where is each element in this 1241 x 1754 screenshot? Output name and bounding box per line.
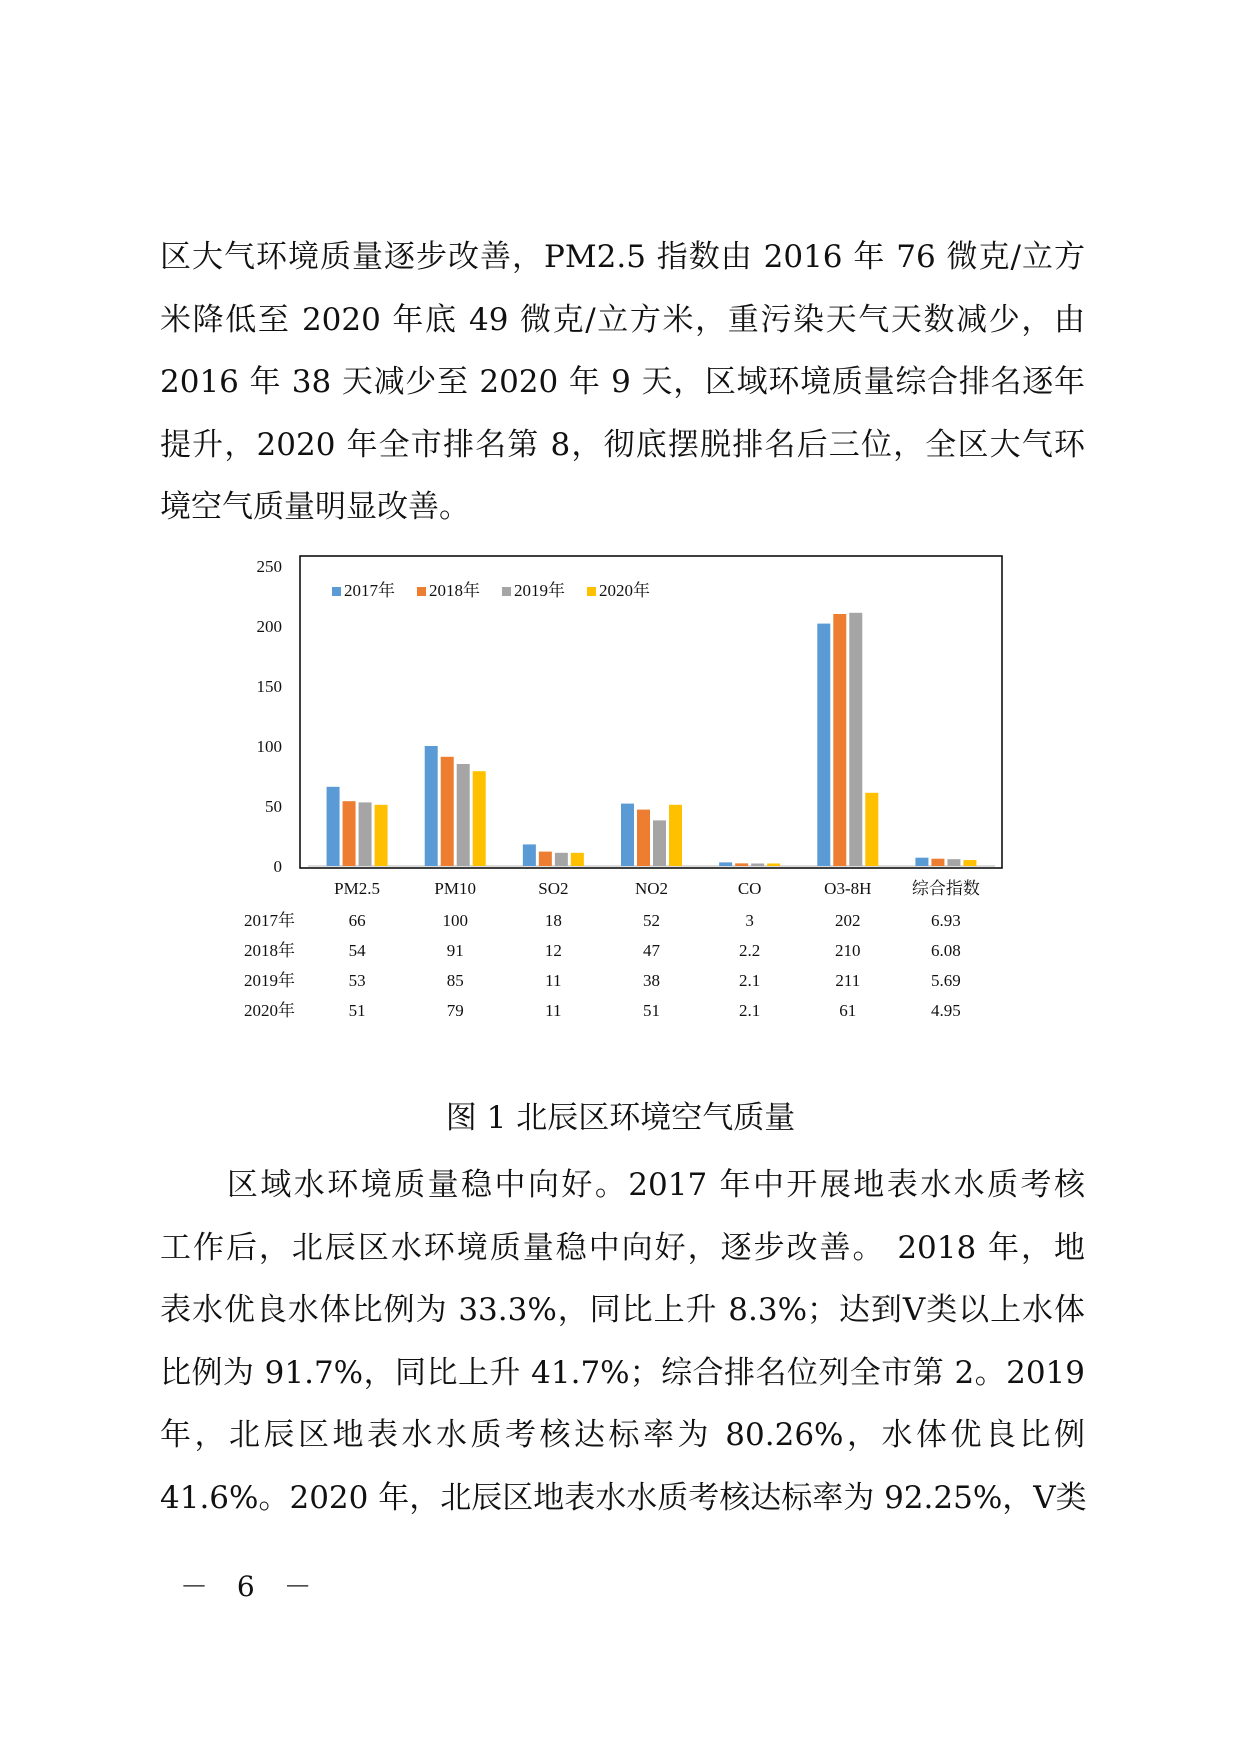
- bar-SO2-2018年: [539, 852, 552, 866]
- paragraph-water-quality: [160, 1154, 1085, 1529]
- table-value: 61: [839, 1001, 857, 1020]
- table-value: 6.93: [931, 911, 961, 930]
- table-value: 18: [544, 911, 562, 930]
- bar-NO2-2017年: [621, 804, 634, 866]
- table-value: 5.69: [931, 971, 961, 990]
- y-tick-label: 100: [256, 737, 282, 756]
- bar-NO2-2019年: [653, 820, 666, 866]
- table-value: 91: [446, 941, 464, 960]
- bar-综合指数-2018年: [931, 859, 944, 866]
- table-value: 51: [643, 1001, 660, 1020]
- y-tick-label: 200: [256, 617, 282, 636]
- bar-O3-8H-2018年: [833, 614, 846, 866]
- table-value: 11: [545, 1001, 562, 1020]
- paragraph-line: 境空气质量明显改善。: [160, 489, 470, 525]
- category-label: O3-8H: [824, 879, 872, 898]
- paragraph-line: 比例为 91.7%，同比上升 41.7%；综合排名位列全市第 2。2019: [160, 1354, 1085, 1391]
- table-value: 79: [446, 1001, 464, 1020]
- bar-CO-2019年: [751, 863, 764, 866]
- category-label: CO: [737, 879, 762, 898]
- bar-PM10-2018年: [441, 757, 454, 866]
- paragraph-line: 41.6%。2020 年，北辰区地表水水质考核达标率为 92.25%，Ⅴ类: [160, 1479, 1087, 1516]
- chart-svg: [240, 552, 1020, 1082]
- bar-O3-8H-2017年: [817, 624, 830, 866]
- category-label: NO2: [634, 879, 669, 898]
- table-value: 38: [643, 971, 660, 990]
- legend-label: 2018年: [429, 581, 480, 600]
- table-value: 210: [835, 941, 861, 960]
- paragraph-line: 米降低至 2020 年底 49 微克/立方米，重污染天气天数减少，由: [160, 301, 1085, 338]
- table-row-label: 2020年: [244, 1001, 295, 1020]
- table-value: 12: [544, 941, 562, 960]
- bar-SO2-2017年: [523, 844, 536, 866]
- paragraph-air-quality: [160, 226, 1085, 539]
- legend-label: 2017年: [344, 581, 395, 600]
- bar-PM2.5-2020年: [375, 805, 388, 866]
- air-quality-chart: [240, 552, 1020, 1082]
- table-value: 2.1: [739, 971, 761, 990]
- plot-frame: [300, 556, 1002, 868]
- paragraph-line: 表水优良水体比例为 33.3%，同比上升 8.3%；达到Ⅴ类以上水体: [160, 1292, 1085, 1328]
- bar-PM10-2020年: [473, 771, 486, 866]
- table-row-label: 2018年: [244, 941, 295, 960]
- bar-NO2-2020年: [669, 805, 682, 866]
- table-value: 66: [348, 911, 366, 930]
- paragraph-line: 提升，2020 年全市排名第 8，彻底摆脱排名后三位，全区大气环: [160, 426, 1085, 463]
- bar-CO-2017年: [719, 862, 732, 866]
- paragraph-line: 区大气环境质量逐步改善，PM2.5 指数由 2016 年 76 微克/立方: [160, 239, 1085, 275]
- table-row-label: 2017年: [244, 911, 295, 930]
- bar-PM10-2017年: [425, 746, 438, 866]
- table-value: 202: [835, 911, 861, 930]
- paragraph-line: 工作后，北辰区水环境质量稳中向好，逐步改善。 2018 年，地: [160, 1229, 1085, 1266]
- category-label: 综合指数: [911, 879, 980, 898]
- table-value: 2.2: [739, 941, 761, 960]
- bar-PM2.5-2017年: [327, 787, 340, 866]
- bar-PM2.5-2019年: [359, 802, 372, 866]
- bar-PM10-2019年: [457, 764, 470, 866]
- y-tick-label: 150: [256, 677, 282, 696]
- category-label: PM10: [434, 879, 477, 898]
- legend-label: 2019年: [514, 581, 565, 600]
- table-value: 52: [643, 911, 660, 930]
- table-value: 2.1: [739, 1001, 761, 1020]
- legend-key: [502, 587, 511, 596]
- bar-CO-2018年: [735, 863, 748, 866]
- legend-key: [587, 587, 596, 596]
- y-tick-label: 50: [265, 797, 282, 816]
- table-value: 47: [643, 941, 660, 960]
- table-value: 51: [348, 1001, 366, 1020]
- y-tick-label: 0: [273, 857, 282, 876]
- figure-caption: 图 1 北辰区环境空气质量: [445, 1100, 796, 1136]
- bar-综合指数-2017年: [915, 858, 928, 866]
- bar-综合指数-2020年: [963, 860, 976, 866]
- table-value: 54: [348, 941, 366, 960]
- category-label: SO2: [538, 879, 569, 898]
- table-value: 85: [446, 971, 464, 990]
- table-value: 6.08: [931, 941, 961, 960]
- table-value: 53: [348, 971, 366, 990]
- category-label: PM2.5: [334, 879, 380, 898]
- bar-PM2.5-2018年: [343, 801, 356, 866]
- bar-SO2-2020年: [571, 853, 584, 866]
- bar-CO-2020年: [767, 863, 780, 866]
- bar-综合指数-2019年: [947, 859, 960, 866]
- bar-O3-8H-2020年: [865, 793, 878, 866]
- y-tick-label: 250: [256, 557, 282, 576]
- legend-label: 2020年: [599, 581, 650, 600]
- bar-SO2-2019年: [555, 853, 568, 866]
- legend-key: [332, 587, 341, 596]
- table-value: 4.95: [931, 1001, 961, 1020]
- paragraph-line: 年，北辰区地表水水质考核达标率为 80.26%，水体优良比例: [160, 1417, 1085, 1453]
- table-value: 11: [545, 971, 562, 990]
- page-number: － 6 －: [180, 1570, 322, 1603]
- table-value: 100: [442, 911, 468, 930]
- paragraph-line: 2016 年 38 天减少至 2020 年 9 天，区域环境质量综合排名逐年: [160, 364, 1085, 400]
- legend-key: [417, 587, 426, 596]
- table-value: 211: [835, 971, 861, 990]
- paragraph-line: 区域水环境质量稳中向好。2017 年中开展地表水水质考核: [160, 1167, 1085, 1203]
- bar-NO2-2018年: [637, 810, 650, 866]
- table-row-label: 2019年: [244, 971, 295, 990]
- table-value: 3: [745, 911, 754, 930]
- bar-O3-8H-2019年: [849, 613, 862, 866]
